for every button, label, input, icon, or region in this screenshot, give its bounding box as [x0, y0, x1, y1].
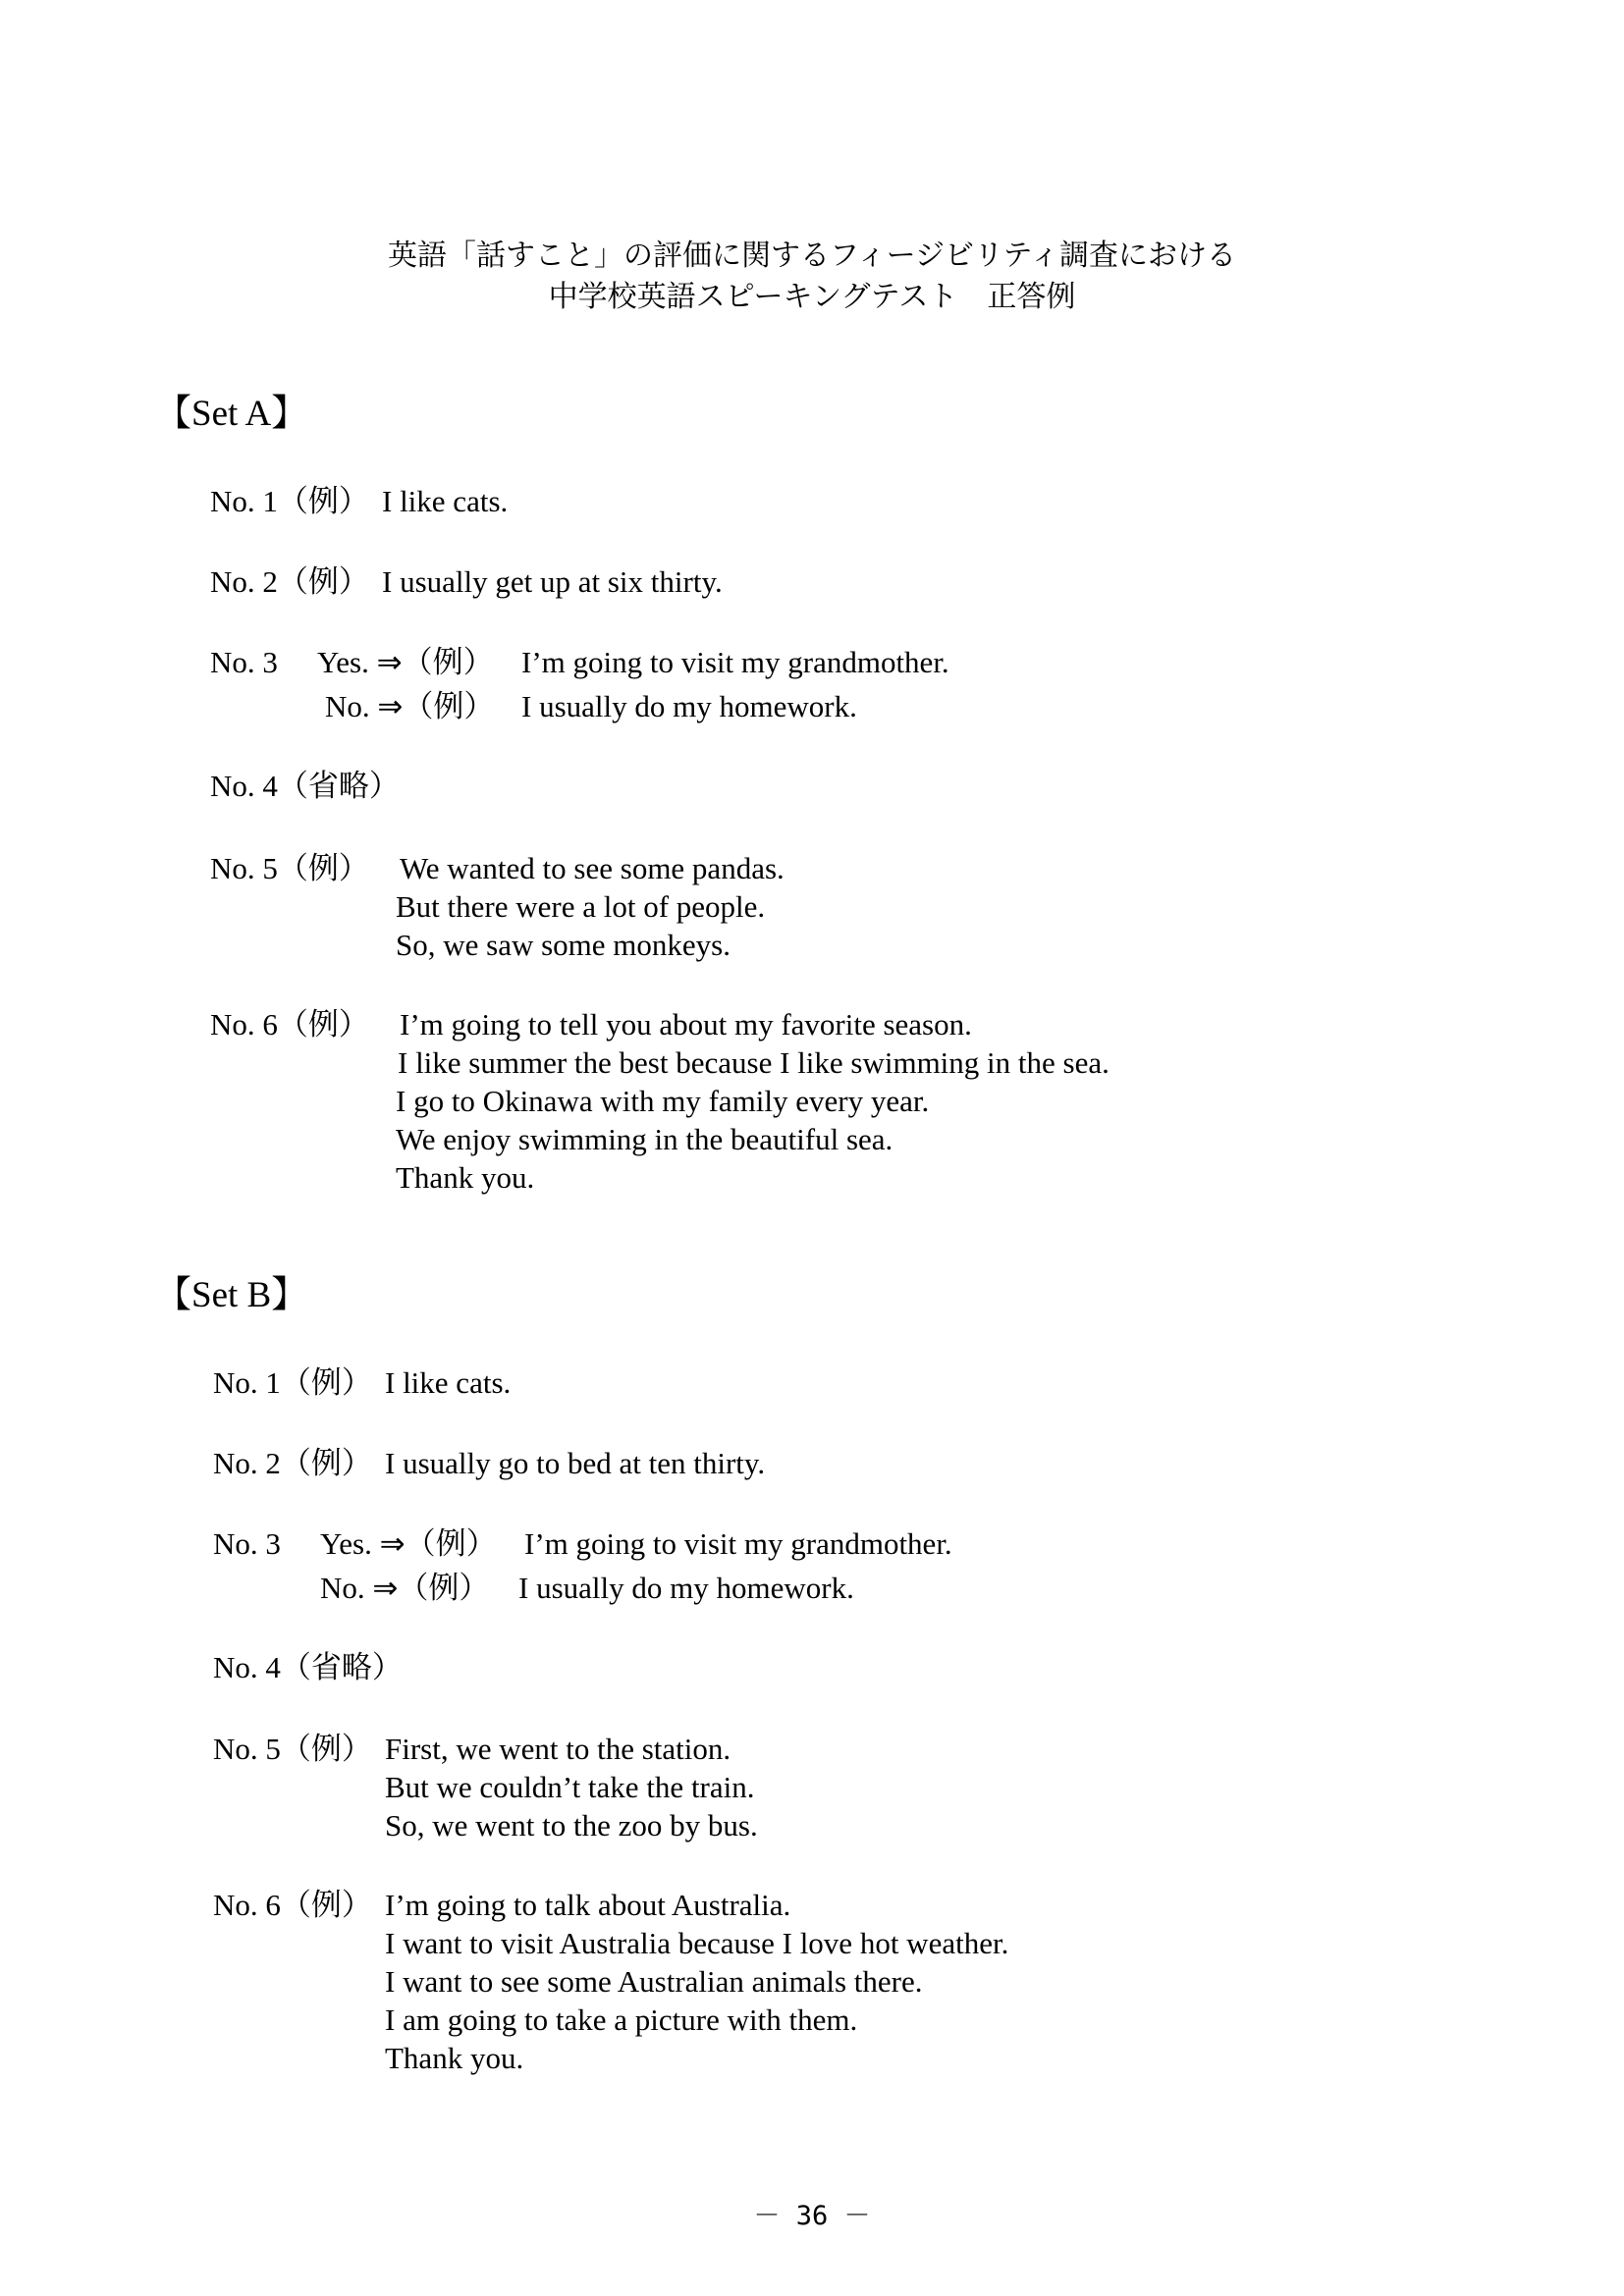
set-a-no6-line: Thank you.: [396, 1160, 535, 1195]
set-a-no3-label: No. 3: [210, 645, 278, 679]
set-a-no1-answer: I like cats.: [382, 484, 509, 518]
set-a-no5-line: So, we saw some monkeys.: [396, 928, 731, 962]
set-a-no2-label: No. 2（例）: [210, 564, 369, 599]
set-a-no4-label: No. 4（省略）: [210, 769, 400, 803]
set-a-no6-line: I’m going to tell you about my favorite season.: [400, 1007, 972, 1041]
set-b-no3-no-label: No. ⇒（例）: [320, 1571, 490, 1605]
set-a-no3-yes-label: Yes. ⇒（例）: [317, 645, 494, 679]
set-a-no5-line: We wanted to see some pandas.: [400, 851, 785, 885]
document-title-line2: 中学校英語スピーキングテスト 正答例: [548, 280, 1076, 314]
set-b-no1-answer: I like cats.: [385, 1365, 512, 1400]
set-b-no1-label: No. 1（例）: [213, 1365, 372, 1400]
set-a-no6-line: I go to Okinawa with my family every year.: [396, 1084, 930, 1118]
set-b-no5-line: So, we went to the zoo by bus.: [385, 1808, 758, 1842]
set-a-no6-line: We enjoy swimming in the beautiful sea.: [396, 1122, 893, 1156]
set-b-no4-label: No. 4（省略）: [213, 1650, 403, 1684]
set-b-no2-answer: I usually go to bed at ten thirty.: [385, 1446, 766, 1480]
page-number: － 36 －: [753, 2201, 871, 2231]
set-b-no5-line: But we couldn’t take the train.: [385, 1770, 755, 1804]
set-a-no6-line: I like summer the best because I like swimming in the sea.: [398, 1045, 1110, 1080]
set-a-no3-no-label: No. ⇒（例）: [325, 689, 495, 723]
set-b-no6-line: I am going to take a picture with them.: [385, 2002, 858, 2037]
set-a-no6-label: No. 6（例）: [210, 1007, 369, 1041]
document-title-line1: 英語「話すこと」の評価に関するフィージビリティ調査における: [388, 239, 1236, 273]
set-b-no5-line: First, we went to the station.: [385, 1732, 731, 1766]
set-b-no6-line: I want to visit Australia because I love hot weather.: [385, 1926, 1009, 1960]
set-a-no5-line: But there were a lot of people.: [396, 889, 766, 924]
set-b-no5-label: No. 5（例）: [213, 1732, 372, 1766]
set-b-no2-label: No. 2（例）: [213, 1446, 372, 1480]
set-a-no3-yes-answer: I’m going to visit my grandmother.: [521, 645, 949, 679]
set-b-no3-no-answer: I usually do my homework.: [518, 1571, 854, 1605]
set-b-no6-line: I want to see some Australian animals there.: [385, 1964, 923, 1999]
set-a-heading: 【Set A】: [155, 394, 308, 434]
set-b-no6-label: No. 6（例）: [213, 1888, 372, 1922]
set-b-no3-label: No. 3: [213, 1526, 281, 1561]
set-a-no1-label: No. 1（例）: [210, 484, 369, 518]
set-b-no6-line: Thank you.: [385, 2041, 524, 2075]
set-b-no6-line: I’m going to talk about Australia.: [385, 1888, 791, 1922]
set-b-heading: 【Set B】: [155, 1275, 308, 1315]
set-b-no3-yes-label: Yes. ⇒（例）: [320, 1526, 497, 1561]
set-a-no2-answer: I usually get up at six thirty.: [382, 564, 723, 599]
set-a-no5-label: No. 5（例）: [210, 851, 369, 885]
set-b-no3-yes-answer: I’m going to visit my grandmother.: [524, 1526, 952, 1561]
set-a-no3-no-answer: I usually do my homework.: [521, 689, 857, 723]
